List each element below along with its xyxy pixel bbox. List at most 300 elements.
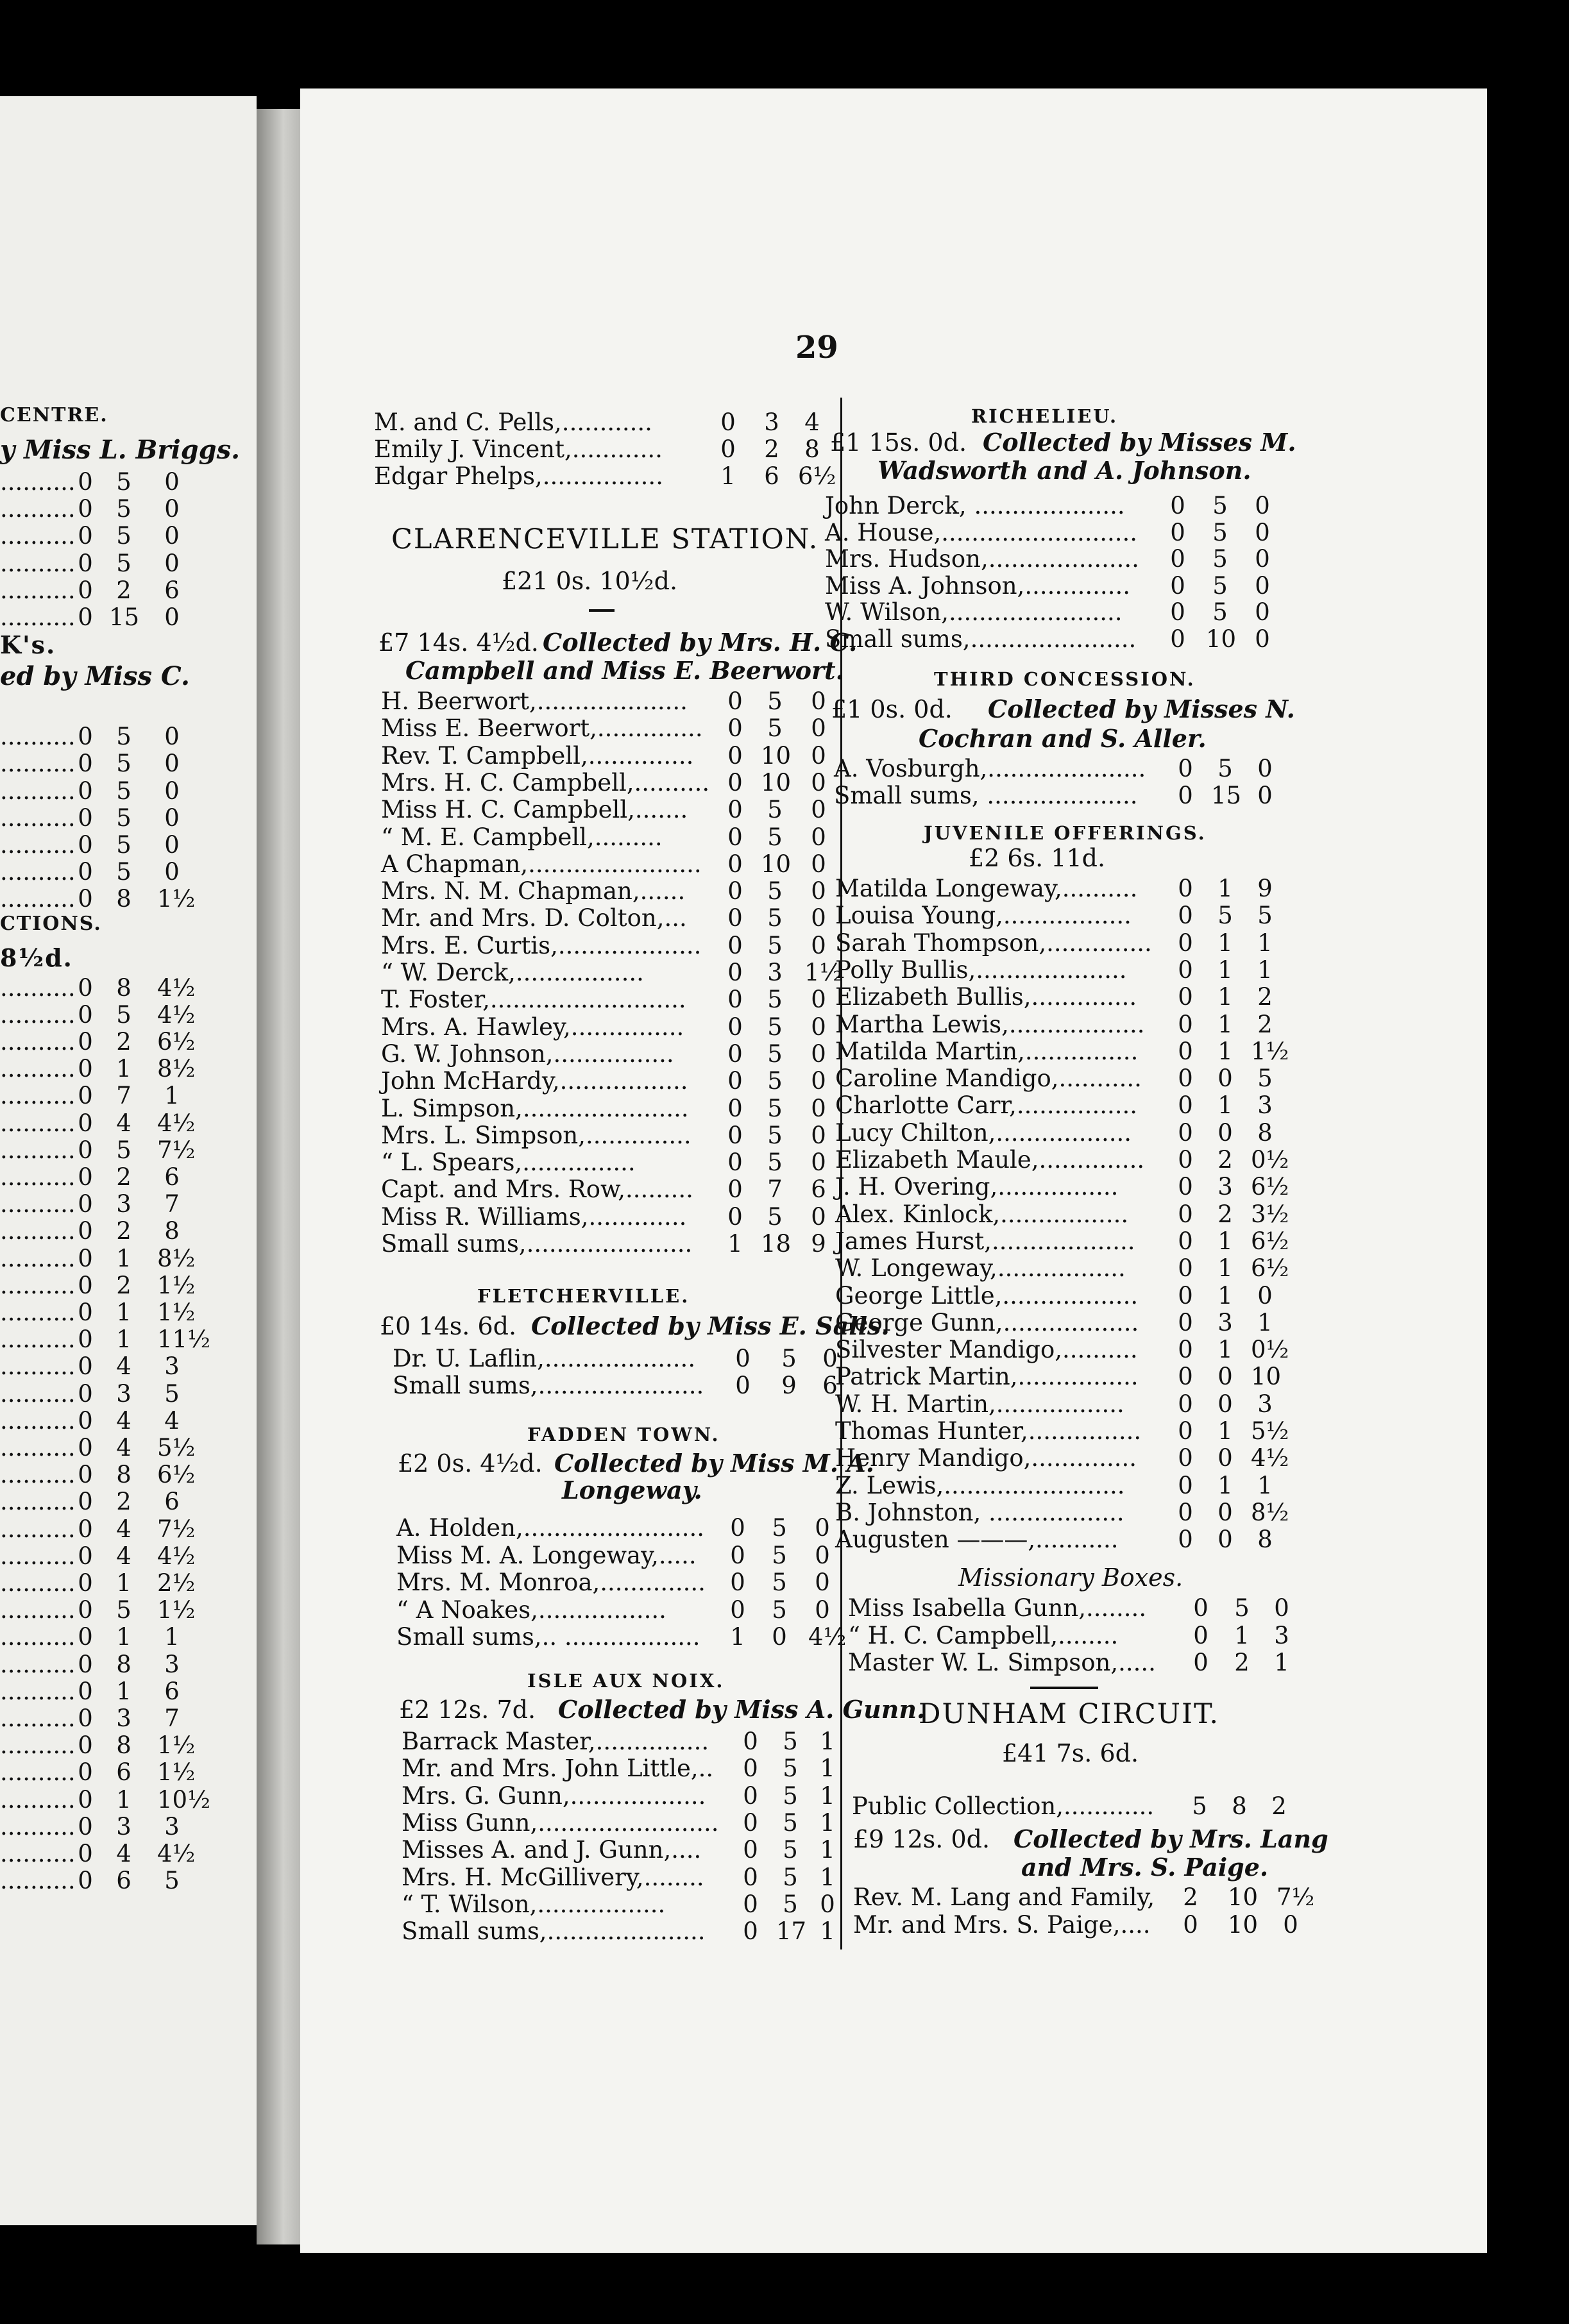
left-page-leader: .......... [0,804,76,832]
left-page-leader: .......... [0,1867,76,1895]
left-page-amount-row [0,1651,257,1679]
left-page-amount: 7 [116,1082,131,1110]
amount-pence: 1 [1257,1471,1273,1499]
left-page-amount: 0 [78,603,93,631]
left-page-amount: 6½ [157,1028,196,1056]
contributor-row [835,1255,1569,1282]
amount-shillings: 1 [1217,1254,1233,1283]
left-page-amount: 0 [164,777,180,805]
amount-shillings: 5 [1212,518,1228,546]
collected-by-text: Collected by Miss M. A. [554,1449,874,1478]
contributor-row [835,1147,1569,1174]
contributor-name: Elizabeth Maule,.............. [835,1146,1145,1174]
amount-pounds: 0 [727,1040,743,1068]
amount-shillings: 2 [764,435,779,463]
left-page-amount: 0 [78,1055,93,1083]
left-page-leader: .......... [0,1299,76,1326]
left-page-amount: 3 [164,1352,180,1381]
left-page-amount: 0 [78,468,93,496]
contributor-name: Henry Mandigo,.............. [835,1444,1137,1472]
amount-pounds: 0 [1178,1010,1193,1038]
contributor-name: Mrs. H. McGillivery,........ [402,1863,704,1891]
amount-pounds: 0 [727,1202,743,1231]
amount-shillings: 0 [1217,1118,1233,1147]
left-page-amount: 0 [78,885,93,913]
collected-by-text: Collected by Misses M. [983,428,1296,457]
section-total: £41 7s. 6d. [1002,1739,1139,1767]
contributor-row [835,1336,1569,1363]
amount-pence: 8 [1257,1526,1273,1554]
amount-pence: 0 [811,877,826,905]
amount-shillings: 5 [1212,571,1228,600]
contributor-row [835,1391,1569,1418]
amount-pence: 1½ [1251,1037,1289,1065]
amount-shillings: 1 [1217,1037,1233,1065]
amount-pounds: 0 [1178,755,1193,782]
amount-pounds: 0 [1170,625,1185,653]
amount-pence: 1 [1257,1308,1273,1336]
contributor-name: Barrack Master,............... [402,1728,709,1755]
left-page-amount: 5 [116,495,131,523]
left-page-amount: 0 [78,495,93,523]
section-title: RICHELIEU. [971,405,1119,427]
contributor-name: Z. Lewis,........................ [835,1471,1125,1499]
left-page-leader: .......... [0,1406,76,1435]
contributor-name: L. Simpson,...................... [381,1094,689,1122]
left-page-amount: 5 [116,777,131,805]
amount-pence: 1 [820,1808,835,1837]
section-title: CLARENCEVILLE STATION. [391,523,819,555]
left-page-amount: 1 [116,1569,131,1597]
amount-pounds: 0 [1170,545,1185,573]
contributor-name: W. Wilson,....................... [825,598,1123,626]
collected-by-text: Wadsworth and A. Johnson. [878,456,1251,485]
left-page-amount: 0 [78,804,93,832]
contributor-name: Mrs. A. Hawley,............... [381,1013,684,1041]
left-page-amount: 6 [116,1867,131,1895]
left-page-amount-row [0,831,257,859]
left-page-amount: 1 [116,1244,131,1272]
collected-by-text: Cochran and S. Aller. [919,724,1207,753]
amount-shillings: 1 [1217,929,1233,957]
collected-amount: £0 14s. 6d. [380,1312,517,1340]
left-page-amount: 3 [164,1650,180,1678]
contributor-name: “ L. Spears,............... [381,1149,636,1177]
contributor-name: Dr. U. Laflin,.................... [393,1345,696,1372]
amount-pounds: 0 [743,1863,758,1891]
amount-pounds: 0 [727,850,743,878]
amount-pounds: 0 [727,1013,743,1041]
left-page-amount: 3 [116,1705,131,1732]
left-page-amount: 0 [78,576,93,604]
left-page-amount-row [0,1407,257,1435]
left-page-amount: 2½ [157,1569,196,1597]
left-page-amount: 0 [78,1000,93,1029]
amount-shillings: 17 [776,1917,807,1946]
contributor-name: “ T. Wilson,................. [402,1890,666,1918]
left-page-leader: .......... [0,1596,76,1624]
amount-shillings: 1 [1217,875,1233,902]
left-page-leader: .......... [0,1731,76,1760]
amount-shillings: 5 [767,1121,783,1149]
left-page-amount: 3 [116,1190,131,1218]
amount-pence: 4 [804,408,820,436]
contributor-row [835,1309,1569,1336]
amount-pounds: 0 [727,687,743,715]
contributor-row [835,1065,1569,1092]
contributor-name: Emily J. Vincent,............ [374,435,663,463]
amount-shillings: 1 [1217,1471,1233,1499]
contributor-row [848,1649,1569,1676]
left-page-leader: .......... [0,1244,76,1272]
contributor-name: Thomas Hunter,............... [835,1417,1142,1445]
amount-pence: 4½ [1251,1444,1289,1472]
left-page-amount: 0 [78,1515,93,1543]
left-page-amount: 5 [116,804,131,832]
amount-shillings: 5 [783,1781,798,1810]
left-page-amount: 6½ [157,1461,196,1489]
left-page-leader: .......... [0,1190,76,1218]
left-page-amount: 1 [116,1326,131,1354]
collected-by [543,628,857,657]
contributor-row [835,1526,1569,1553]
amount-pence: 6 [811,1175,826,1204]
left-page-amount: 0 [78,1352,93,1381]
left-page-amount: 0 [164,831,180,859]
contributor-name: Patrick Martin,................ [835,1363,1139,1391]
amount-pounds: 0 [1178,1471,1193,1499]
left-page-amount: 0 [78,1758,93,1787]
amount-pounds: 0 [1178,1118,1193,1147]
left-page-amount-row [0,1705,257,1733]
left-page-amount-row [0,1163,257,1191]
left-page-amount: 5 [116,1000,131,1029]
amount-shillings: 0 [1217,1526,1233,1554]
contributor-name: George Little,.................. [835,1281,1139,1309]
contributor-row [825,546,1569,573]
amount-pounds: 0 [743,1728,758,1755]
amount-shillings: 3 [1217,1173,1233,1201]
left-page-amount: 0 [78,1082,93,1110]
amount-pounds: 0 [1178,983,1193,1011]
left-page-amount-row [0,1190,257,1218]
amount-shillings: 5 [767,986,783,1014]
left-page-amount: 2 [116,1163,131,1191]
amount-pence: 0 [815,1569,830,1596]
left-page-amount-row [0,603,257,632]
amount-pounds: 0 [1178,875,1193,902]
left-page-amount: 8 [116,973,131,1002]
amount-pounds: 0 [727,823,743,851]
contributor-name: John Derck, .................... [825,492,1125,519]
left-page-amount: 0 [78,1867,93,1895]
amount-pence: 1 [820,1755,835,1783]
left-page-heading: 8½d. [0,943,73,972]
left-page-amount: 0 [78,831,93,859]
contributor-row [835,1499,1569,1526]
left-page-leader: .......... [0,1515,76,1543]
collected-by-text: Collected by Miss E. Salls. [531,1311,890,1340]
contributor-row [835,1120,1569,1147]
left-page-leader: .......... [0,885,76,913]
contributor-name: Mrs. Hudson,.................... [825,545,1139,573]
left-page-amount: 5 [164,1867,180,1895]
left-page-amount: 7½ [157,1136,196,1164]
contributor-row [834,755,1569,782]
left-page-amount: 0 [78,1163,93,1191]
amount-shillings: 0 [772,1623,787,1651]
amount-pence: 0 [822,1345,838,1372]
amount-pence: 0 [811,741,826,770]
collected-by [405,657,844,685]
amount-pence: 0 [811,931,826,959]
left-page-amount: 0 [78,973,93,1002]
amount-shillings: 5 [767,931,783,959]
left-page-amount: 4½ [157,1840,196,1867]
contributor-row [835,1228,1569,1255]
left-page-amount: 0 [78,723,93,751]
contributor-name: H. Beerwort,.................... [381,687,688,715]
left-page-amount: 5 [116,831,131,859]
left-page-amount: 4½ [157,1542,196,1570]
left-page-amount: 4 [116,1542,131,1570]
contributor-name: Capt. and Mrs. Row,......... [381,1175,693,1204]
left-page-amount: 0 [78,1812,93,1840]
amount-pence: 4½ [808,1623,847,1651]
contributor-row [835,1174,1569,1200]
amount-pounds: 0 [727,904,743,932]
contributor-name: G. W. Johnson,................ [381,1040,674,1068]
contributor-name: George Gunn,.................. [835,1308,1139,1336]
contributor-row [835,1363,1569,1390]
amount-pounds: 0 [727,877,743,905]
left-page-amount: 0 [78,1731,93,1760]
amount-pence: 8 [1257,1118,1273,1147]
left-page-amount-row [0,1352,257,1381]
left-page-amount: 0 [164,549,180,577]
amount-shillings: 5 [772,1569,787,1596]
left-page-amount: 0 [78,1650,93,1678]
left-page-amount: 5½ [157,1434,196,1461]
left-page-amount-row [0,1082,257,1110]
amount-shillings: 15 [1211,782,1242,809]
amount-shillings: 0 [1217,1390,1233,1418]
amount-pence: 0 [811,796,826,824]
amount-pounds: 0 [730,1514,745,1542]
left-page-leader: .......... [0,522,76,550]
amount-pounds: 0 [1178,956,1193,984]
amount-shillings: 10 [1228,1910,1259,1939]
amount-shillings: 5 [767,1149,783,1177]
left-page-amount: 1 [116,1623,131,1651]
amount-pence: 0 [811,986,826,1014]
amount-shillings: 3 [767,959,783,986]
left-page-amount: 6 [164,576,180,604]
left-page-amount: 7 [164,1190,180,1218]
amount-pence: 2 [1257,1010,1273,1038]
collected-amount: £2 0s. 4½d. [398,1449,543,1478]
amount-shillings: 5 [767,1067,783,1095]
amount-shillings: 18 [761,1230,792,1258]
left-page-heading: K's. [0,630,56,660]
amount-shillings: 5 [767,877,783,905]
amount-shillings: 5 [781,1345,797,1372]
amount-pounds: 0 [730,1541,745,1569]
amount-pence: 0 [811,768,826,796]
amount-shillings: 5 [767,823,783,851]
amount-pounds: 0 [727,986,743,1014]
left-page-amount: 8 [116,1461,131,1489]
amount-shillings: 5 [1234,1594,1250,1622]
left-page-amount: 1½ [157,1299,196,1326]
amount-pence: 1 [1257,929,1273,957]
left-page-amount: 0 [78,1488,93,1516]
contributor-name: Matilda Longeway,.......... [835,875,1138,902]
collected-by [1021,1853,1268,1882]
contributor-name: Mrs. N. M. Chapman,...... [381,877,686,905]
amount-pounds: 0 [727,931,743,959]
left-page-leader: .......... [0,1650,76,1678]
left-page-amount: 0 [78,1217,93,1245]
amount-pence: 0 [811,714,826,743]
left-page-amount-row [0,1596,257,1624]
amount-pounds: 0 [735,1372,751,1399]
amount-pence: 3 [1274,1621,1289,1649]
amount-pounds: 0 [727,1094,743,1122]
left-page-amount: 0 [78,1299,93,1326]
amount-shillings: 7 [767,1175,783,1204]
amount-pence: 10 [1251,1363,1282,1391]
left-page-amount: 6 [164,1677,180,1705]
left-page-amount: 2 [116,1217,131,1245]
left-page-amount-row [0,750,257,778]
left-page-amount-row [0,1623,257,1651]
contributor-name: Miss R. Williams,............. [381,1202,687,1231]
left-page-leader: .......... [0,1677,76,1705]
left-page-amount: 0 [78,777,93,805]
amount-shillings: 5 [1212,492,1228,519]
amount-shillings: 10 [761,768,792,796]
left-page-amount: 0 [78,1461,93,1489]
contributor-name: Mr. and Mrs. S. Paige,.... [853,1910,1151,1939]
amount-pounds: 0 [743,1808,758,1837]
amount-pence: 6 [822,1372,838,1399]
contributor-name: Small sums,...................... [381,1230,693,1258]
amount-pounds: 1 [727,1230,743,1258]
amount-shillings: 1 [1217,1336,1233,1364]
left-page-amount-row [0,1813,257,1841]
left-page-amount: 8 [116,1731,131,1760]
left-page-amount: 0 [78,1136,93,1164]
left-page-amount-row [0,1488,257,1516]
left-page-amount-row [0,1380,257,1408]
left-page-amount: 0 [78,1406,93,1435]
amount-pence: 0 [811,1067,826,1095]
left-page-amount: 0 [164,723,180,751]
left-page-amount-row [0,1028,257,1056]
left-page-amount: 5 [116,522,131,550]
amount-pence: 0½ [1251,1146,1289,1174]
amount-pence: 0½ [1251,1336,1289,1364]
amount-pence: 3 [1257,1091,1273,1120]
left-page-amount-row [0,468,257,496]
left-page-amount-row [0,1434,257,1462]
amount-pounds: 0 [727,768,743,796]
contributor-name: T. Foster,.......................... [381,986,686,1014]
amount-pounds: 0 [1178,929,1193,957]
amount-pounds: 1 [730,1623,745,1651]
left-page-amount: 1 [116,1299,131,1326]
amount-pence: 9 [1257,875,1273,902]
amount-shillings: 1 [1217,956,1233,984]
amount-pence: 8½ [1251,1498,1289,1526]
amount-pounds: 0 [1178,902,1193,930]
contributor-row [853,1884,1569,1911]
left-page-amount: 6 [164,1163,180,1191]
section-title: Missionary Boxes. [958,1563,1183,1592]
contributor-name: Louisa Young,................. [835,902,1132,930]
amount-pounds: 0 [1170,518,1185,546]
amount-pence: 1 [820,1863,835,1891]
amount-shillings: 5 [783,1755,798,1783]
amount-shillings: 5 [1212,598,1228,626]
left-page-amount: 3 [164,1812,180,1840]
contributor-row [835,1418,1569,1445]
contributor-name: “ M. E. Campbell,......... [381,823,663,851]
left-page-amount-row [0,974,257,1002]
contributor-row [835,957,1569,984]
left-page-amount: 0 [78,1705,93,1732]
left-page-amount-row [0,1109,257,1138]
contributor-row [835,1283,1569,1309]
left-page-leader: .......... [0,1840,76,1867]
amount-pence: 1 [820,1781,835,1810]
facing-left-page [0,96,257,2225]
amount-pence: 0 [815,1596,830,1624]
section-title: ISLE AUX NOIX. [527,1670,725,1692]
contributor-row [835,1201,1569,1228]
collected-by-text: Collected by Misses N. [988,695,1295,723]
contributor-name: Master W. L. Simpson,..... [848,1649,1156,1676]
left-page-amount-row [0,550,257,578]
left-page-amount: 11½ [157,1326,210,1354]
amount-shillings: 5 [1217,755,1233,782]
amount-pounds: 0 [1178,1227,1193,1255]
amount-pence: 3½ [1251,1200,1289,1228]
left-page-leader: .......... [0,1082,76,1110]
left-page-amount: 1 [116,1785,131,1814]
left-page-amount-row [0,1515,257,1544]
contributor-name: “ W. Derck,................. [381,959,644,986]
contributor-name: Mrs. G. Gunn,.................. [402,1781,706,1810]
amount-shillings: 2 [1217,1146,1233,1174]
contributor-name: Silvester Mandigo,.......... [835,1336,1138,1364]
amount-shillings: 10 [761,741,792,770]
contributor-name: M. and C. Pells,............ [374,408,652,436]
contributor-name: Sarah Thompson,.............. [835,929,1152,957]
left-page-collector: y Miss L. Briggs. [0,435,241,465]
amount-pence: 6½ [1251,1227,1289,1255]
amount-pence: 0 [811,850,826,878]
left-page-leader: .......... [0,1785,76,1814]
amount-pence: 5 [1257,1065,1273,1093]
left-page-amount-row [0,723,257,751]
left-page-amount-row [0,1326,257,1354]
left-page-amount: 4½ [157,973,196,1002]
left-page-amount-row [0,1542,257,1570]
left-page-heading: CENTRE. [0,404,108,426]
left-page-amount: 0 [78,750,93,778]
